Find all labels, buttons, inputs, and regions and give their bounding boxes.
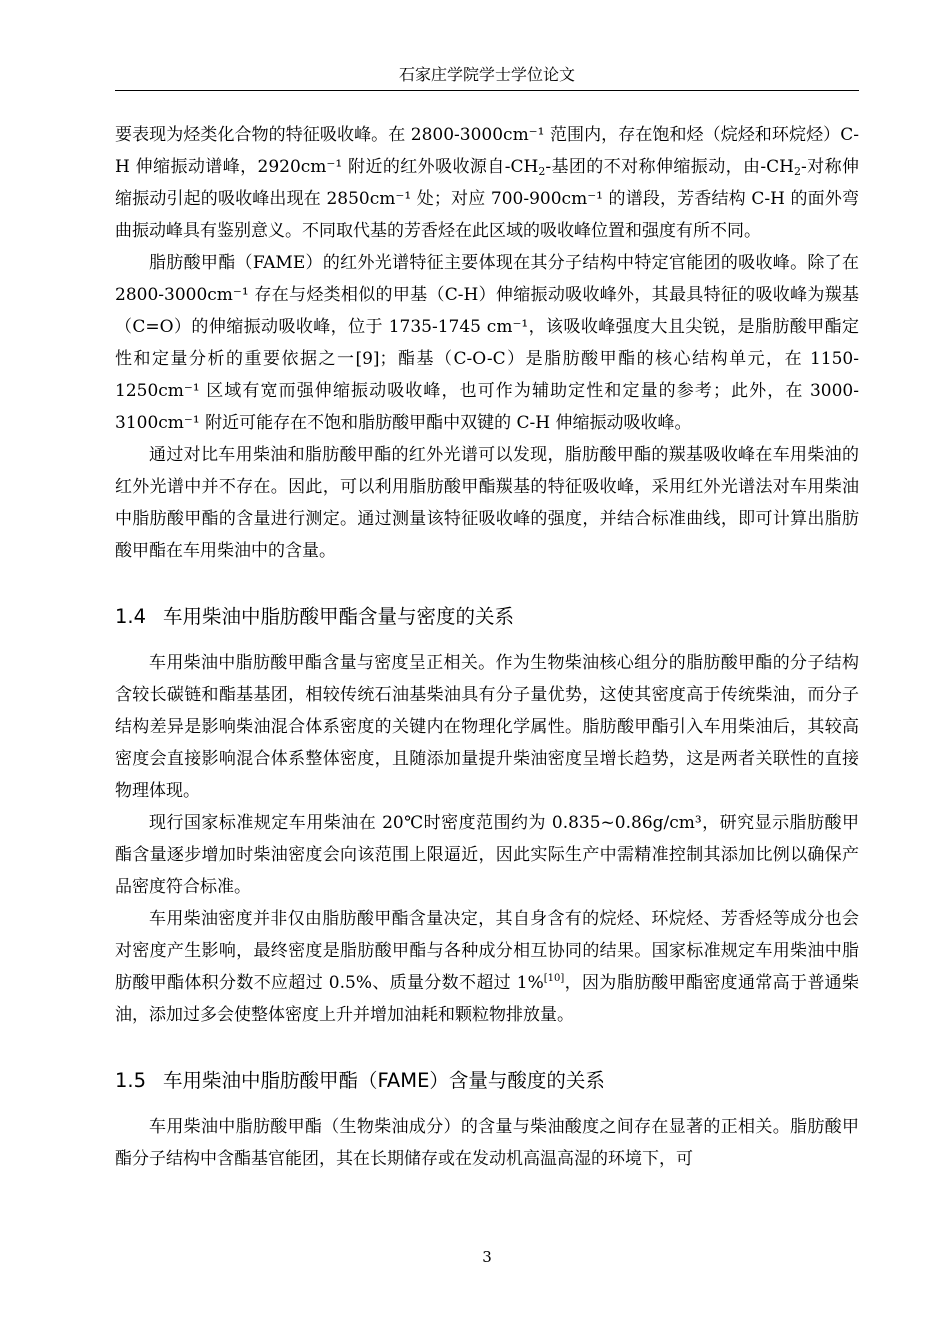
- paragraph-density-factors: 车用柴油密度并非仅由脂肪酸甲酯含量决定，其自身含有的烷烃、环烷烃、芳香烃等成分也会对密度产生影响，最终密度是脂肪酸甲酯与各种成分相互协同的结果。国家标准规定车用柴油中脂肪酸甲酯体积分数不应超过 0.5%、质量分数不超过 1%[10]，因为脂肪酸甲酯密度通常高于普通柴油，添加过多会使整体密度上升并增加油耗和颗粒物排放量。: [115, 909, 860, 1025]
- page-body: [115, 119, 859, 1175]
- paragraph-acidity: 车用柴油中脂肪酸甲酯（生物柴油成分）的含量与柴油酸度之间存在显著的正相关。脂肪酸甲酯分子结构中含酯基官能团，其在长期储存或在发动机高温高湿的环境下，可: [115, 1117, 859, 1169]
- page-header: 石家庄学院学士学位论文: [398, 65, 575, 84]
- section-heading-1-5: [115, 1065, 859, 1097]
- section-title: 车用柴油中脂肪酸甲酯（FAME）含量与酸度的关系: [163, 1069, 605, 1092]
- paragraph-ir-hydrocarbon: 要表现为烃类化合物的特征吸收峰。在 2800-3000cm⁻¹ 范围内，存在饱和烃（烷烃和环烷烃）C-H 伸缩振动谱峰，2920cm⁻¹ 附近的红外吸收源自$-CH_2-$基团的不对称伸缩振动，由$-CH_2-$对称伸缩振动引起的吸收峰出现在 2850cm⁻¹ 处；对应 700-900cm⁻¹ 的谱段，芳香结构 C-H 的面外弯曲振动峰具有鉴别意义。不同取代基的芳香烃在此区域的吸收峰位置和强度有所不同。: [115, 125, 859, 241]
- paragraph-ir-comparison: 通过对比车用柴油和脂肪酸甲酯的红外光谱可以发现，脂肪酸甲酯的羰基吸收峰在车用柴油的红外光谱中并不存在。因此，可以利用脂肪酸甲酯羰基的特征吸收峰，采用红外光谱法对车用柴油中脂肪酸甲酯的含量进行测定。通过测量该特征吸收峰的强度，并结合标准曲线，即可计算出脂肪酸甲酯在车用柴油中的含量。: [115, 445, 859, 561]
- section-title: 车用柴油中脂肪酸甲酯含量与密度的关系: [163, 605, 515, 628]
- header-rule: [115, 90, 859, 91]
- page-number: 3: [482, 1248, 492, 1266]
- section-number: 1.5: [115, 1069, 147, 1092]
- paragraph-density-standard: 现行国家标准规定车用柴油在 20℃时密度范围约为 0.835~0.86g/cm³，研究显示脂肪酸甲酯含量逐步增加时柴油密度会向该范围上限逼近，因此实际生产中需精准控制其添加比例以确保产品密度符合标准。: [115, 813, 859, 897]
- citation: [10]: [543, 973, 565, 984]
- section-heading-1-4: [115, 601, 859, 633]
- paragraph-fame-ir: 脂肪酸甲酯（FAME）的红外光谱特征主要体现在其分子结构中特定官能团的吸收峰。除了在 2800-3000cm⁻¹ 存在与烃类相似的甲基（C-H）伸缩振动吸收峰外，其最具特征的吸收峰为羰基（C=O）的伸缩振动吸收峰，位于 1735-1745 cm⁻¹，该吸收峰强度大且尖锐，是脂肪酸甲酯定性和定量分析的重要依据之一[9]；酯基（C-O-C）是脂肪酸甲酯的核心结构单元，在 1150-1250cm⁻¹ 区域有宽而强伸缩振动吸收峰，也可作为辅助定性和定量的参考；此外，在 3000-3100cm⁻¹ 附近可能存在不饱和脂肪酸甲酯中双键的 C-H 伸缩振动吸收峰。: [115, 253, 859, 433]
- section-number: 1.4: [115, 605, 147, 628]
- paragraph-density-correlation: 车用柴油中脂肪酸甲酯含量与密度呈正相关。作为生物柴油核心组分的脂肪酸甲酯的分子结构含较长碳链和酯基基团，相较传统石油基柴油具有分子量优势，这使其密度高于传统柴油，而分子结构差异是影响柴油混合体系密度的关键内在物理化学属性。脂肪酸甲酯引入车用柴油后，其较高密度会直接影响混合体系整体密度，且随添加量提升柴油密度呈增长趋势，这是两者关联性的直接物理体现。: [115, 653, 859, 801]
